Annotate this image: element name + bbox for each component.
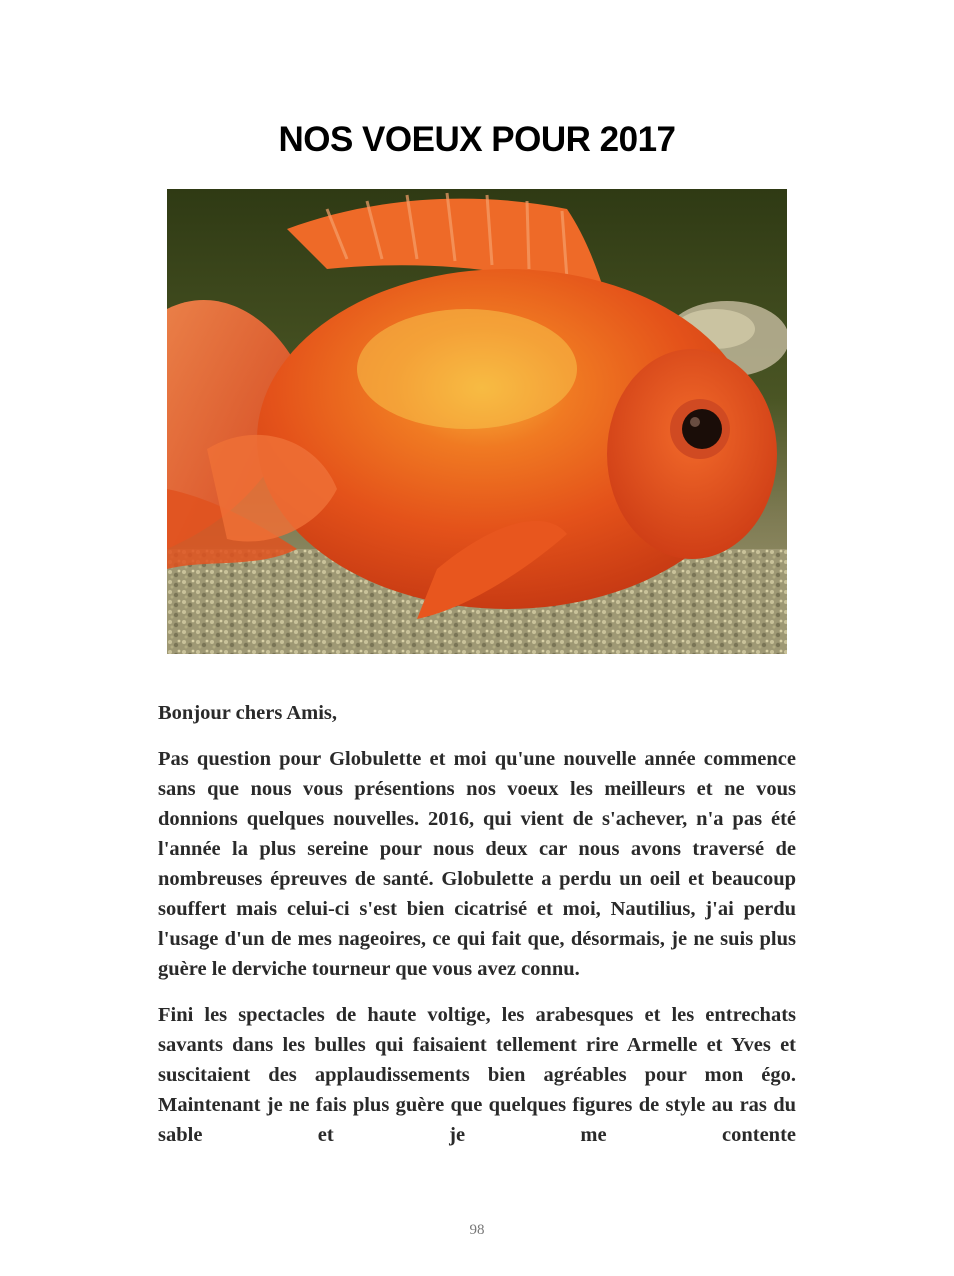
letter-body xyxy=(158,698,796,1166)
goldfish-illustration xyxy=(167,189,787,654)
paragraph: Pas question pour Globulette et moi qu'une nouvelle année commence sans que nous vous présentions nos voeux les meilleurs et ne vous donnions quelques nouvelles. 2016, qui vient de s'achever, n'a pas été l'année la plus sereine pour nous deux car nous avons traversé de nombreuses épreuves de santé. Globulette a perdu un oeil et beaucoup souffert mais celui-ci s'est bien cicatrisé et moi, Nautilius, j'ai perdu l'usage d'un de mes nageoires, ce qui fait que, désormais, je ne suis plus guère le derviche tourneur que vous avez connu. xyxy=(158,748,796,980)
page-title: NOS VOEUX POUR 2017 xyxy=(278,120,676,159)
goldfish-photo xyxy=(167,189,787,654)
greeting: Bonjour chers Amis, xyxy=(158,702,338,724)
paragraph: Fini les spectacles de haute voltige, les arabesques et les entrechats savants dans les bulles qui faisaient tellement rire Armelle et Yves et suscitaient des applaudissements bien agréables pour mon égo. Maintenant je ne fais plus guère que quelques figures de style au ras du sable et je me contente xyxy=(158,1004,796,1146)
page-number: 98 xyxy=(469,1222,485,1238)
